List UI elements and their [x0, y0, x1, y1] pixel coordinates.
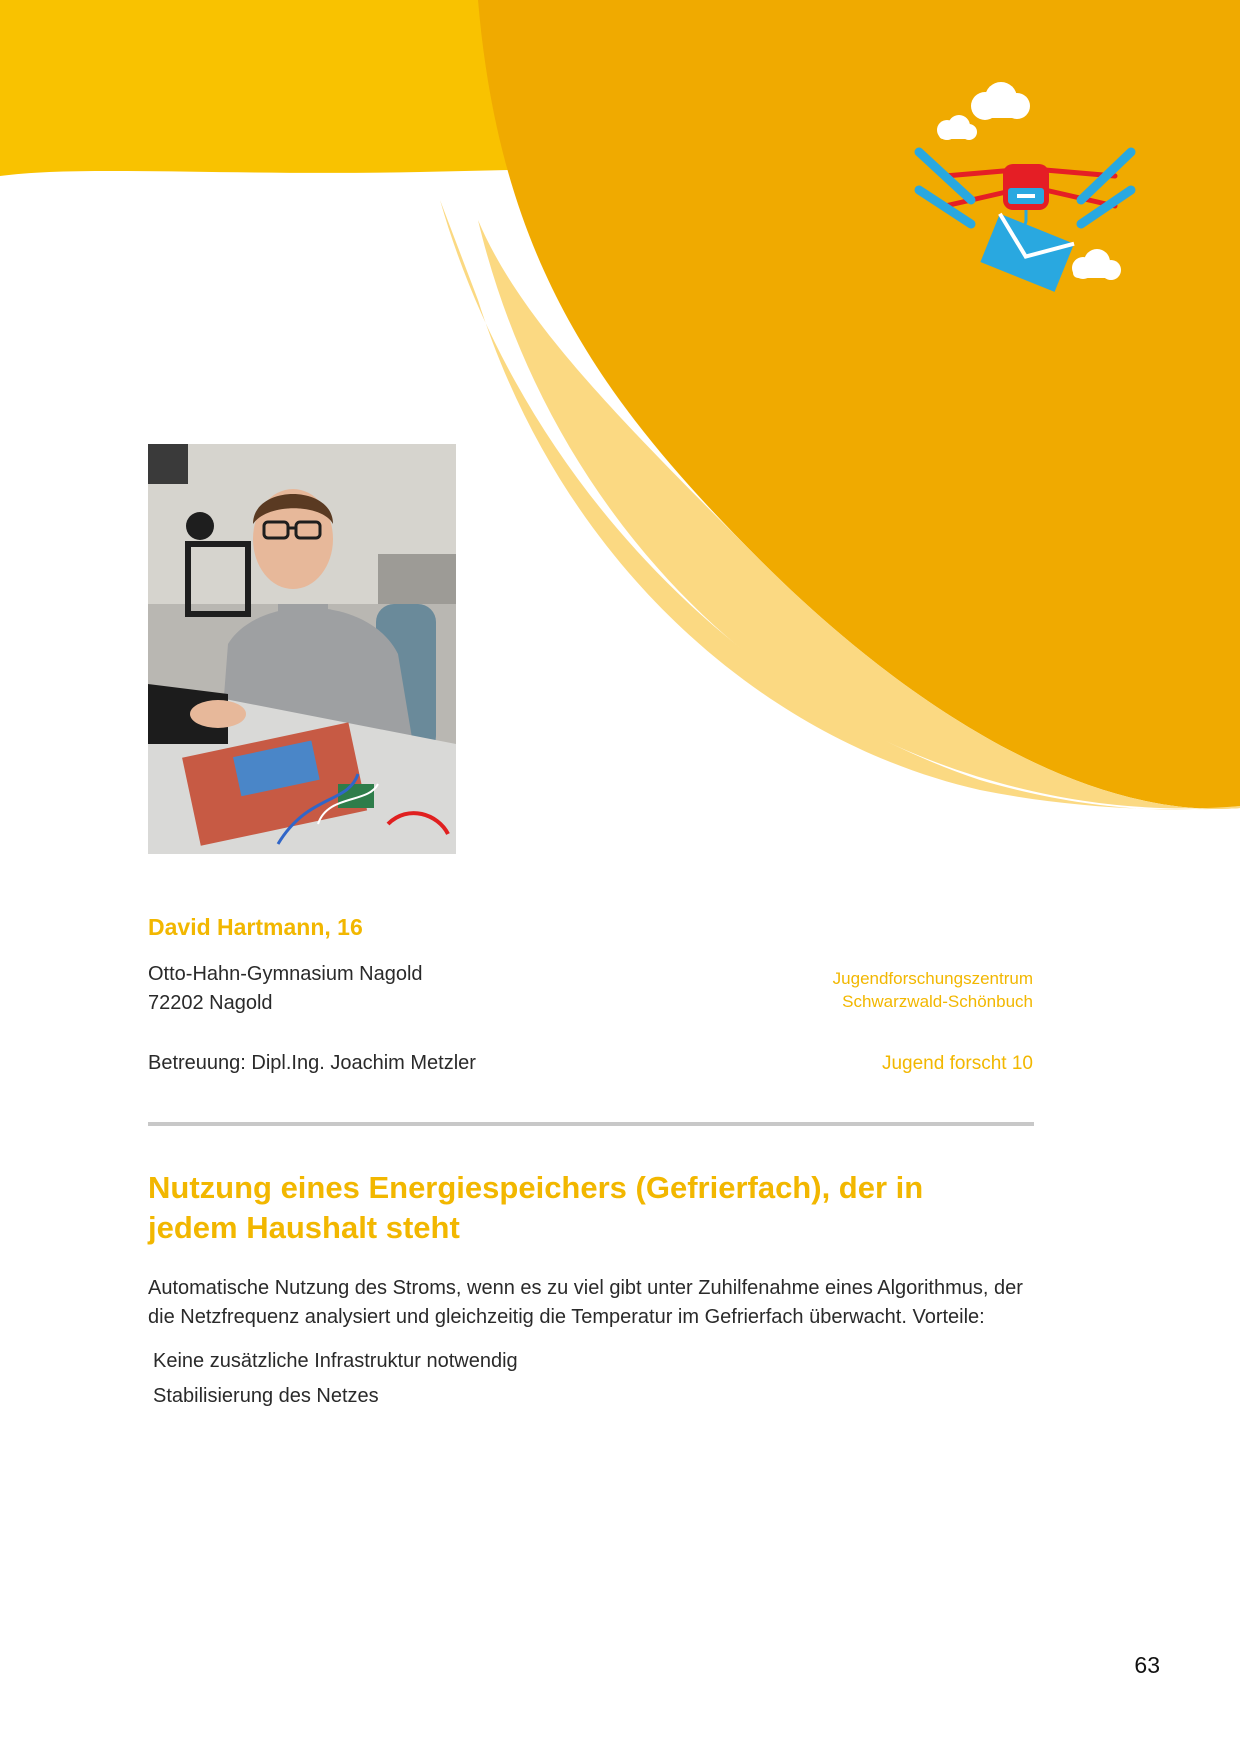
- description-line1: Automatische Nutzung des Stroms, wenn es zu viel gibt unter Zuhilfenahme eines Algorithmus, der: [148, 1277, 1023, 1299]
- student-portrait-photo: [148, 444, 456, 854]
- benefit-item: Stabilisierung des Netzes: [153, 1385, 379, 1407]
- project-description: [148, 1274, 1048, 1332]
- research-center-line2: Schwarzwald-Schönbuch: [842, 992, 1033, 1011]
- benefits-list: [153, 1344, 518, 1414]
- drone-with-envelope-icon: [905, 78, 1145, 308]
- page-number: 63: [1134, 1652, 1160, 1678]
- project-title: [148, 1168, 1048, 1248]
- project-title-line2: jedem Haushalt steht: [148, 1210, 460, 1245]
- project-title-line1: Nutzung eines Energiespeichers (Gefrierfach), der in: [148, 1170, 924, 1205]
- school-address: [148, 960, 423, 1018]
- school-name: Otto-Hahn-Gymnasium Nagold: [148, 963, 423, 985]
- section-divider: [148, 1122, 1034, 1126]
- supervisor-text: Betreuung: Dipl.Ing. Joachim Metzler: [148, 1052, 476, 1074]
- benefit-item: Keine zusätzliche Infrastruktur notwendig: [153, 1350, 518, 1372]
- competition-label: Jugend forscht 10: [881, 1053, 1033, 1074]
- description-line2: die Netzfrequenz analysiert und gleichzeitig die Temperatur im Gefrierfach überwacht. Vorteile:: [148, 1306, 985, 1328]
- student-name-age: David Hartmann, 16: [148, 914, 363, 940]
- school-city: 72202 Nagold: [148, 992, 273, 1014]
- research-center-line1: Jugendforschungszentrum: [832, 969, 1033, 988]
- research-center: [833, 967, 1033, 1013]
